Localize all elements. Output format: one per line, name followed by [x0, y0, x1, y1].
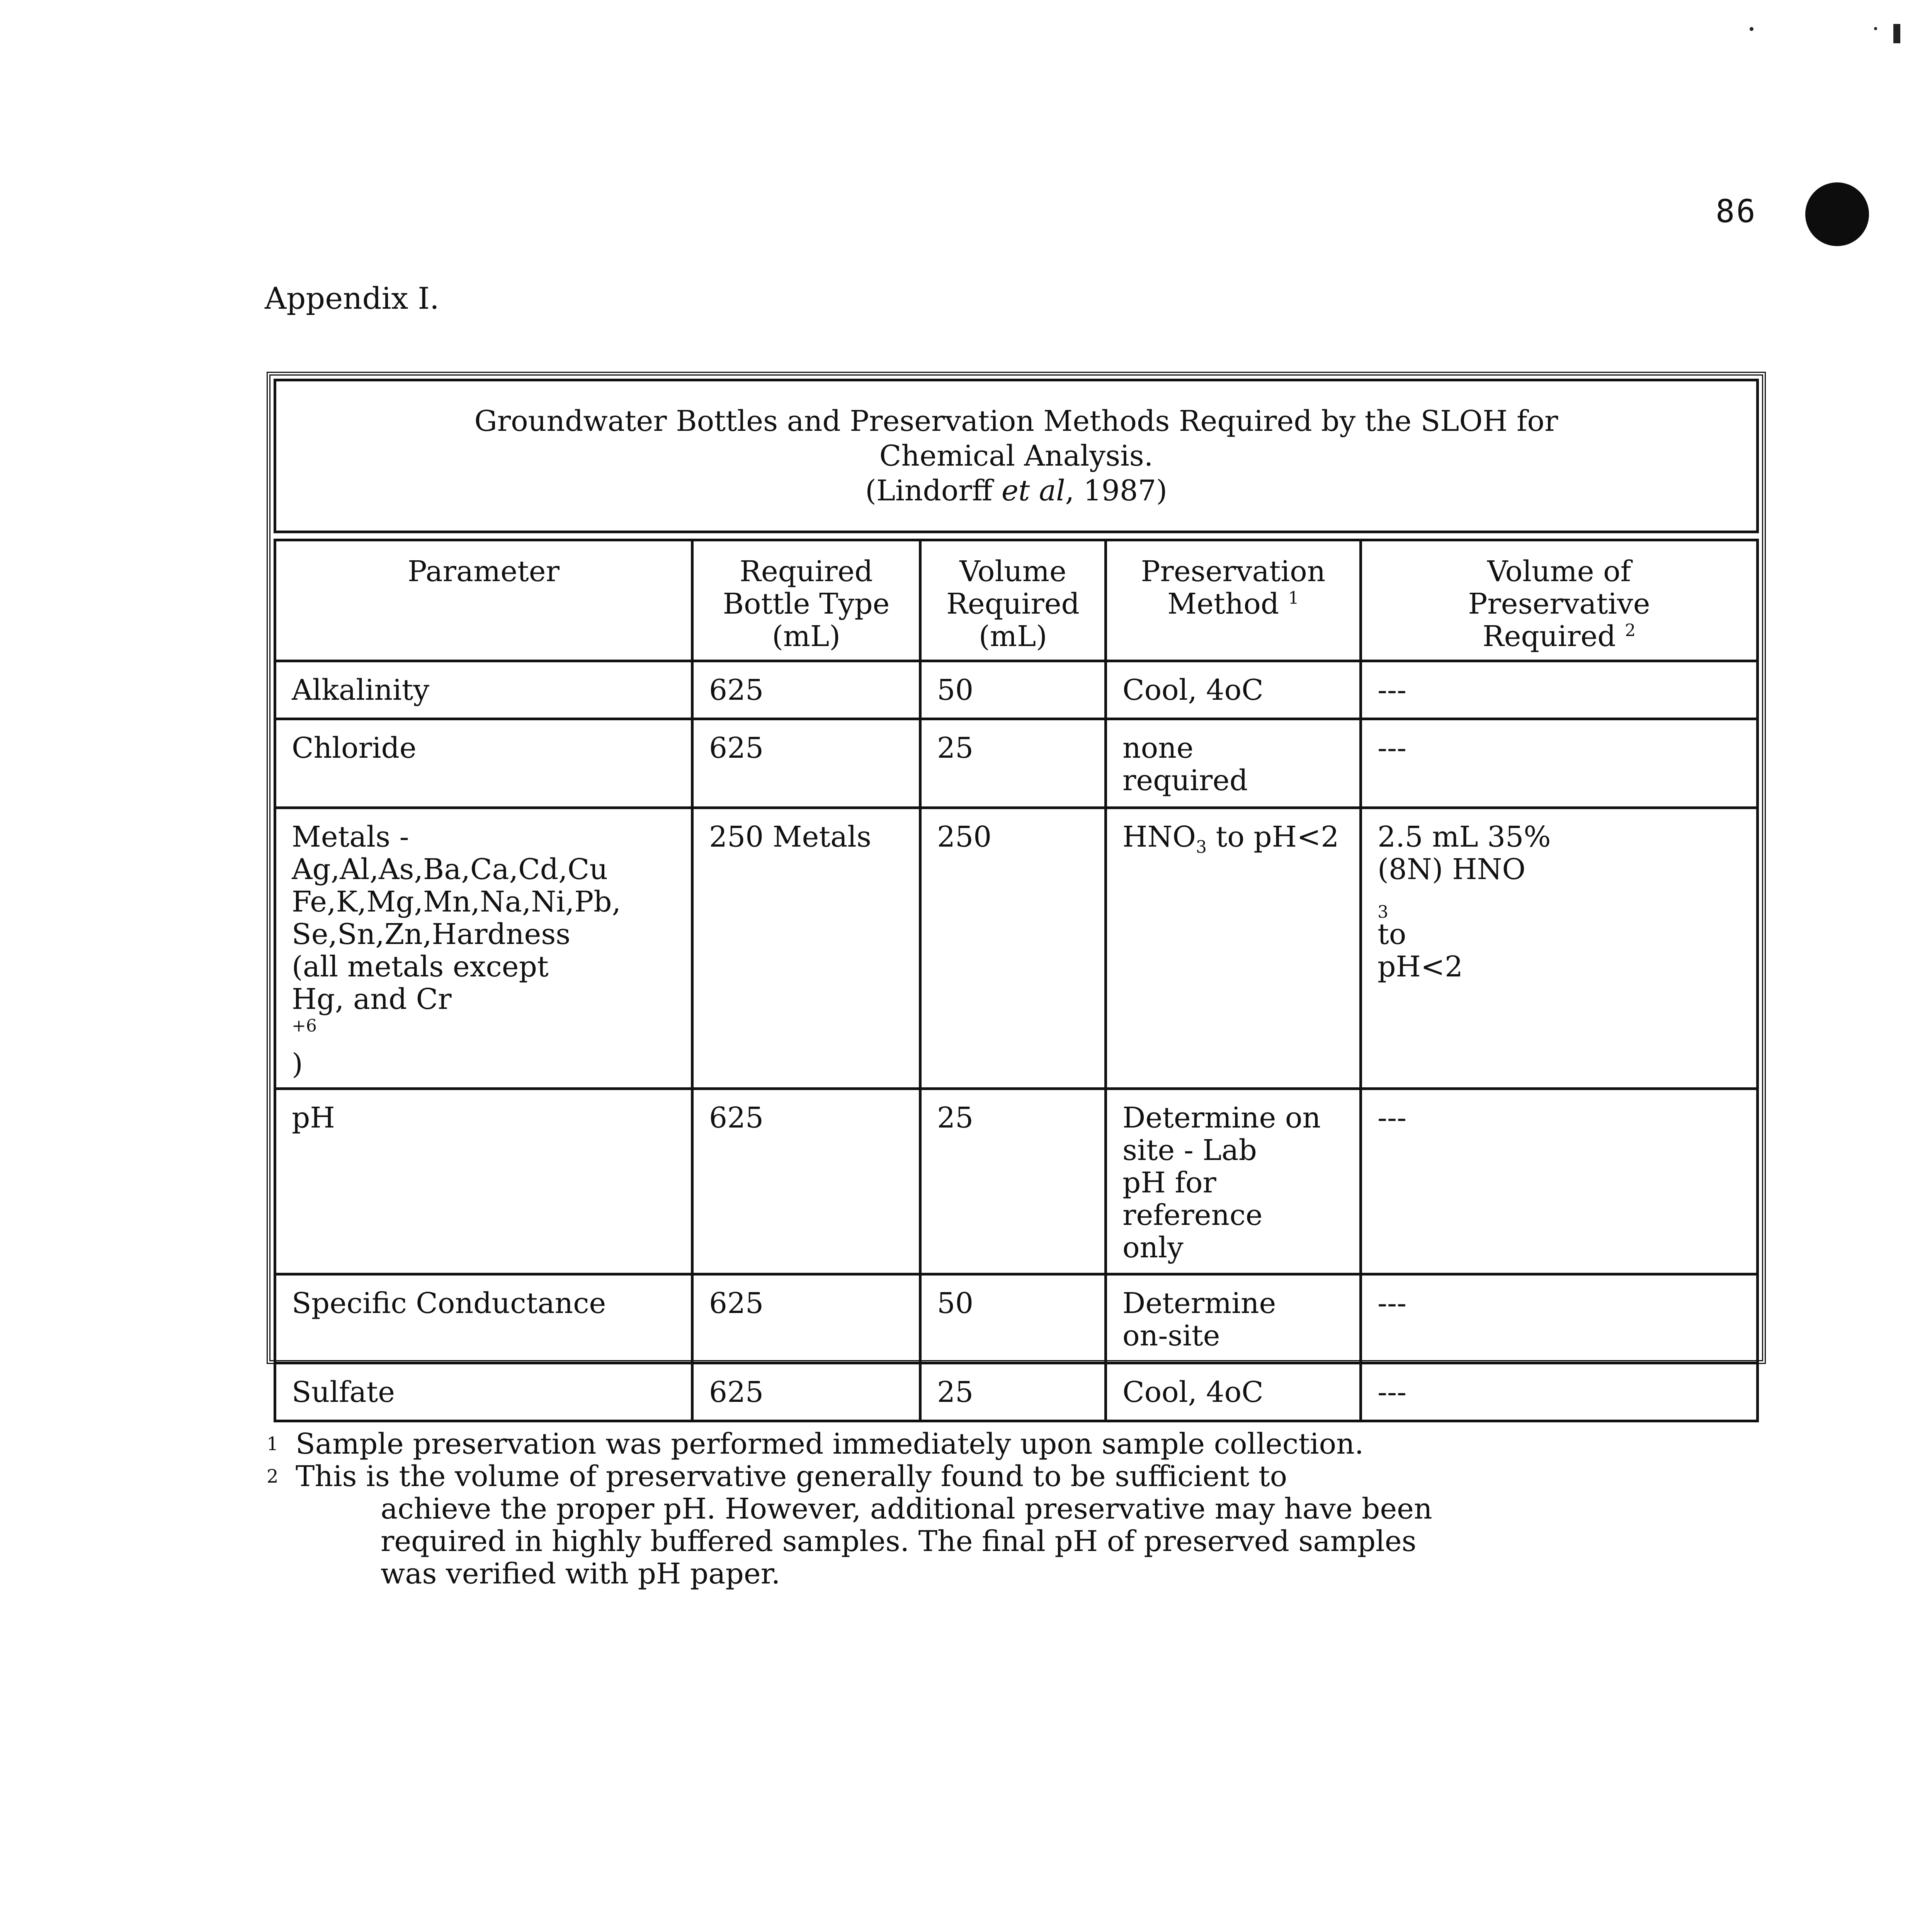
cell-volume: 25 — [920, 1363, 1106, 1421]
table-citation: (Lindorff et al, 1987) — [865, 474, 1167, 507]
cell-parameter: Specific Conductance — [275, 1274, 692, 1363]
header-row — [275, 540, 1758, 661]
footnote-text: Sample preservation was performed immediately upon sample collection. — [296, 1427, 1364, 1461]
cell-method: Determine on site - Lab pH for reference only — [1106, 1089, 1361, 1274]
cell-preservative: --- — [1361, 1363, 1758, 1421]
table-title-line: Groundwater Bottles and Preservation Methods Required by the SLOH for — [474, 405, 1558, 438]
table-row — [275, 1274, 1758, 1363]
cell-volume: 25 — [920, 1089, 1106, 1274]
table-row — [275, 808, 1758, 1089]
cell-volume: 250 — [920, 808, 1106, 1089]
cell-method: Determine on-site — [1106, 1274, 1361, 1363]
cell-bottle: 625 — [692, 1274, 920, 1363]
header-bottle-type: Required Bottle Type (mL) — [692, 540, 920, 661]
header-parameter: Parameter — [275, 540, 692, 661]
footnote-text: required in highly buffered samples. The final pH of preserved samples — [381, 1525, 1417, 1558]
cell-preservative: --- — [1361, 661, 1758, 719]
header-preservation-method: Preservation Method $^1$ — [1106, 540, 1361, 661]
cell-bottle: 625 — [692, 1089, 920, 1274]
scan-mark — [1893, 24, 1900, 43]
data-table — [274, 539, 1759, 1422]
page-number: 86 — [1716, 193, 1757, 230]
cell-parameter: Chloride — [275, 719, 692, 808]
cell-preservative: --- — [1361, 719, 1758, 808]
cell-preservative: --- — [1361, 1274, 1758, 1363]
table-title-line: Chemical Analysis. — [879, 439, 1153, 473]
cell-volume: 25 — [920, 719, 1106, 808]
cell-parameter: Metals - Ag,Al,As,Ba,Ca,Cd,Cu Fe,K,Mg,Mn,Na,Ni,Pb, Se,Sn,Zn,Hardness (all metals except Hg, and Cr $^{+6}$ ) — [275, 808, 692, 1089]
cell-method: $HNO_3$ to pH<2 — [1106, 808, 1361, 1089]
cell-bottle: 625 — [692, 1363, 920, 1421]
footnote-text: This is the volume of preservative generally found to be sufficient to — [296, 1460, 1287, 1493]
cell-parameter: pH — [275, 1089, 692, 1274]
appendix-label: Appendix I. — [265, 281, 439, 316]
punch-hole-top — [1805, 182, 1869, 246]
cell-preservative: 2.5 mL 35% (8N) HNO $_3$ to pH<2 — [1361, 808, 1758, 1089]
cell-method: none required — [1106, 719, 1361, 808]
footnote-marker: 1 — [267, 1433, 279, 1455]
preservation-table — [267, 372, 1766, 1409]
cell-volume: 50 — [920, 661, 1106, 719]
footnote-text: achieve the proper pH. However, additional preservative may have been — [381, 1492, 1432, 1526]
footnote-marker: 2 — [267, 1466, 279, 1487]
scan-speck — [1750, 27, 1753, 31]
header-preservative-volume: Volume of Preservative Required $^2$ — [1361, 540, 1758, 661]
cell-bottle: 625 — [692, 661, 920, 719]
table-row — [275, 661, 1758, 719]
table-title — [274, 379, 1759, 533]
footnote-2 — [267, 1460, 1774, 1590]
table-row — [275, 719, 1758, 808]
cell-preservative: --- — [1361, 1089, 1758, 1274]
cell-parameter: Sulfate — [275, 1363, 692, 1421]
footnote-1 — [267, 1428, 1774, 1460]
table-row — [275, 1363, 1758, 1421]
cell-parameter: Alkalinity — [275, 661, 692, 719]
scan-speck — [1874, 27, 1877, 30]
cell-bottle: 250 Metals — [692, 808, 920, 1089]
cell-method: Cool, 4oC — [1106, 1363, 1361, 1421]
header-volume-required: Volume Required (mL) — [920, 540, 1106, 661]
table-row — [275, 1089, 1758, 1274]
cell-volume: 50 — [920, 1274, 1106, 1363]
cell-method: Cool, 4oC — [1106, 661, 1361, 719]
footnotes — [267, 1428, 1774, 1590]
cell-bottle: 625 — [692, 719, 920, 808]
footnote-text: was verified with pH paper. — [381, 1557, 781, 1590]
